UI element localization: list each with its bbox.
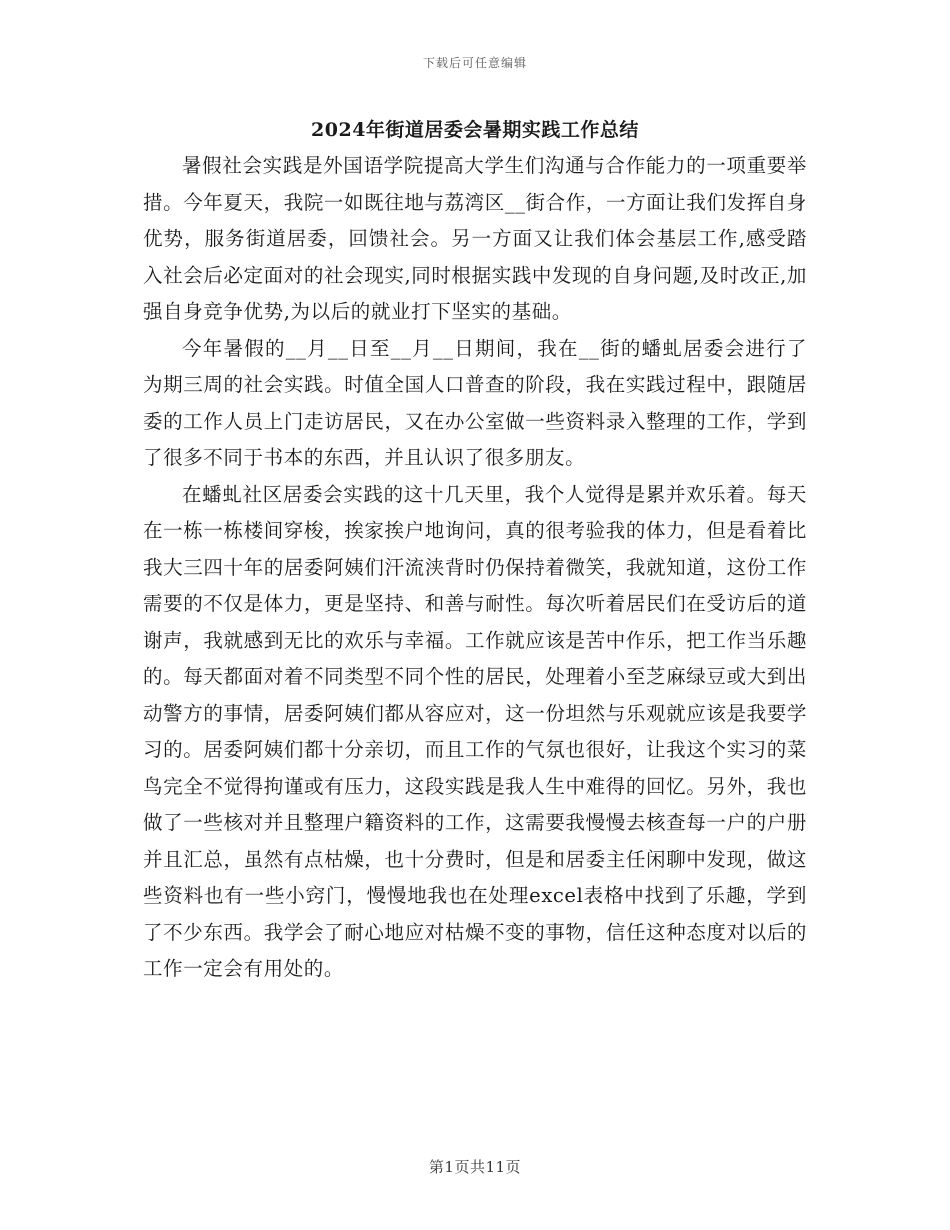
document-body: [143, 148, 807, 988]
page-header-note: 下载后可任意编辑: [422, 56, 527, 70]
body-paragraph: 今年暑假的__月__日至__月__日期间，我在__街的蟠虬居委会进行了为期三周的社会实践。时值全国人口普查的阶段，我在实践过程中，跟随居委的工作人员上门走访居民，又在办公室做一些资料录入整理的工作，学到了很多不同于书本的东西，并且认识了很多朋友。: [143, 336, 807, 469]
page-number: 第1页共11页: [428, 1158, 522, 1176]
body-paragraph: 暑假社会实践是外国语学院提高大学生们沟通与合作能力的一项重要举措。今年夏天，我院一如既往地与荔湾区__街合作，一方面让我们发挥自身优势，服务街道居委，回馈社会。另一方面又让我们体会基层工作,感受踏入社会后必定面对的社会现实,同时根据实践中发现的自身问题,及时改正,加强自身竞争优势,为以后的就业打下坚实的基础。: [143, 154, 807, 323]
body-paragraph: 在蟠虬社区居委会实践的这十几天里，我个人觉得是累并欢乐着。每天在一栋一栋楼间穿梭，挨家挨户地询问，真的很考验我的体力，但是看着比我大三四十年的居委阿姨们汗流浃背时仍保持着微笑，我就知道，这份工作需要的不仅是体力，更是坚持、和善与耐性。每次听着居民们在受访后的道谢声，我就感到无比的欢乐与幸福。工作就应该是苦中作乐，把工作当乐趣的。每天都面对着不同类型不同个性的居民，处理着小至芝麻绿豆或大到出动警方的事情，居委阿姨们都从容应对，这一份坦然与乐观就应该是我要学习的。居委阿姨们都十分亲切，而且工作的气氛也很好，让我这个实习的菜鸟完全不觉得拘谨或有压力，这段实践是我人生中难得的回忆。另外，我也做了一些核对并且整理户籍资料的工作，这需要我慢慢去核查每一户的户册并且汇总，虽然有点枯燥，也十分费时，但是和居委主任闲聊中发现，做这些资料也有一些小窍门，慢慢地我也在处理excel表格中找到了乐趣，学到了不少东西。我学会了耐心地应对枯燥不变的事物，信任这种态度对以后的工作一定会有用处的。: [143, 482, 807, 980]
document-title: 2024年街道居委会暑期实践工作总结: [311, 119, 639, 141]
